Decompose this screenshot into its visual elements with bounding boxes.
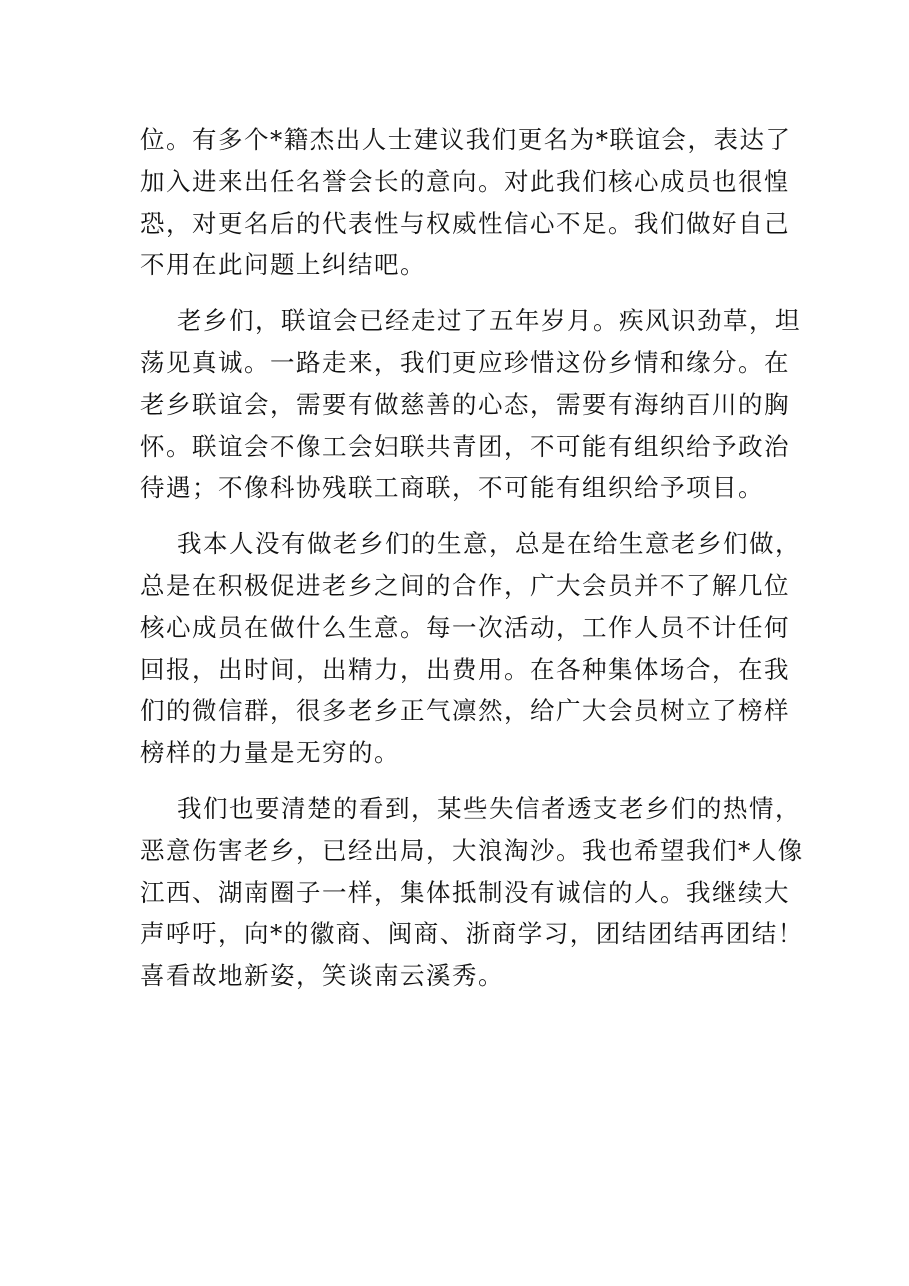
paragraph-line: 喜看故地新姿，笑谈南云溪秀。 — [140, 961, 504, 991]
paragraph-line: 恶意伤害老乡，已经出局，大浪淘沙。我也希望我们*人像 — [140, 835, 804, 865]
paragraph-line: 们的微信群，很多老乡正气凛然，给广大会员树立了榜样 — [140, 696, 790, 726]
paragraph-line: 怀。联谊会不像工会妇联共青团，不可能有组织给予政治 — [140, 431, 790, 461]
paragraph-line: 榜样的力量是无穷的。 — [140, 738, 400, 768]
paragraph-line: 位。有多个*籍杰出人士建议我们更名为*联谊会，表达了 — [140, 125, 792, 154]
paragraph-line: 声呼吁，向*的徽商、闽商、浙商学习，团结团结再团结！ — [140, 919, 804, 949]
paragraph-3 — [140, 523, 801, 774]
paragraph-line: 加入进来出任名誉会长的意向。对此我们核心成员也很惶 — [140, 166, 790, 196]
paragraph-line: 总是在积极促进老乡之间的合作，广大会员并不了解几位 — [140, 570, 790, 600]
paragraph-line: 不用在此问题上纠结吧。 — [140, 250, 426, 280]
paragraph-line: 回报，出时间，出精力，出费用。在各种集体场合，在我 — [140, 654, 790, 684]
paragraph-line: 我们也要清楚的看到，某些失信者透支老乡们的热情， — [177, 793, 801, 823]
paragraph-line: 老乡们，联谊会已经走过了五年岁月。疾风识劲草，坦 — [177, 306, 801, 336]
paragraph-line: 老乡联谊会，需要有做慈善的心态，需要有海纳百川的胸 — [140, 389, 790, 419]
paragraph-line: 核心成员在做什么生意。每一次活动，工作人员不计任何 — [140, 612, 790, 642]
paragraph-line: 我本人没有做老乡们的生意，总是在给生意老乡们做， — [177, 529, 801, 559]
paragraph-4 — [140, 788, 804, 997]
paragraph-1 — [140, 119, 792, 286]
paragraph-2 — [140, 300, 801, 509]
document-body — [140, 119, 804, 1011]
paragraph-line: 恐，对更名后的代表性与权威性信心不足。我们做好自己 — [140, 208, 790, 238]
paragraph-line: 待遇；不像科协残联工商联，不可能有组织给予项目。 — [140, 473, 764, 503]
paragraph-line: 江西、湖南圈子一样，集体抵制没有诚信的人。我继续大 — [140, 877, 790, 907]
paragraph-line: 荡见真诚。一路走来，我们更应珍惜这份乡情和缘分。在 — [140, 347, 790, 377]
